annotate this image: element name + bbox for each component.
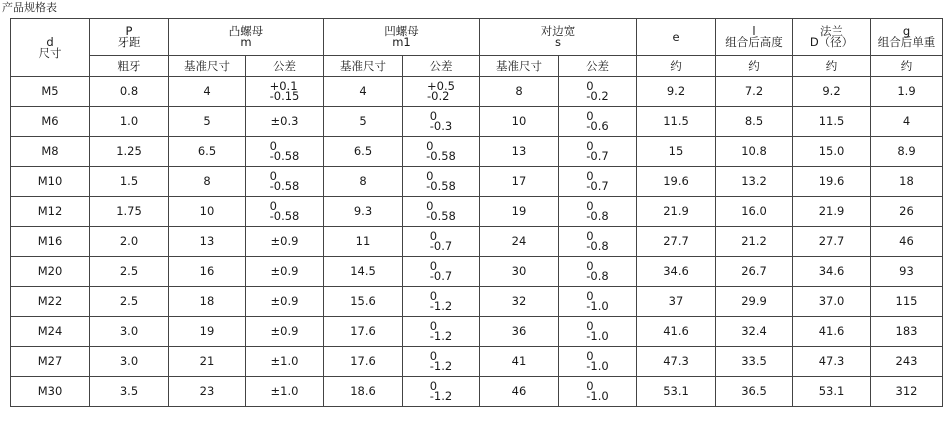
cell-m1: 18.6 [324, 377, 403, 407]
cell-g: 312 [871, 377, 943, 407]
cell-g: 46 [871, 227, 943, 257]
table-row [11, 227, 943, 257]
subheader-m1-base: 基准尺寸 [324, 56, 403, 77]
header-e-symbol: e [672, 29, 680, 44]
cell-m1-tol-stack [430, 381, 452, 401]
page-title: 产品规格表 [2, 1, 57, 14]
cell-d: M22 [11, 287, 90, 317]
cell-m: 4 [169, 77, 246, 107]
cell-s-tol-lower: -1.0 [586, 329, 609, 343]
cell-g: 26 [871, 197, 943, 227]
header-g [871, 19, 943, 56]
header-m-label: 凸螺母 [228, 24, 264, 38]
header-m1-symbol: m1 [392, 35, 411, 49]
cell-m-tol-stack [270, 201, 300, 221]
cell-p: 1.0 [90, 107, 169, 137]
cell-m: 10 [169, 197, 246, 227]
cell-m-tol: ±0.9 [246, 257, 324, 287]
cell-m-tol-upper: +0.1 [269, 79, 298, 93]
cell-flange: 27.7 [793, 227, 871, 257]
cell-l: 8.5 [716, 107, 793, 137]
cell-m1-tol-lower: -1.2 [429, 359, 453, 373]
table-row [11, 167, 943, 197]
cell-m1-tol [403, 317, 480, 347]
table-row [11, 347, 943, 377]
cell-e: 37 [637, 287, 716, 317]
cell-m: 5 [169, 107, 246, 137]
cell-m1-tol-lower: -0.58 [426, 209, 456, 223]
cell-s: 8 [480, 77, 559, 107]
cell-m: 13 [169, 227, 246, 257]
header-d-symbol: d [46, 34, 54, 49]
cell-g: 8.9 [871, 137, 943, 167]
cell-l: 10.8 [716, 137, 793, 167]
cell-m1-tol [403, 227, 480, 257]
subheader-g: 约 [871, 56, 943, 77]
header-g-label: 组合后单重 [877, 35, 936, 49]
cell-d: M12 [11, 197, 90, 227]
cell-m1-tol-upper: 0 [426, 199, 434, 213]
cell-flange: 11.5 [793, 107, 871, 137]
cell-s-tol-upper: 0 [586, 379, 594, 393]
cell-m1-tol-upper: 0 [429, 319, 438, 333]
cell-m-tol-upper: 0 [269, 199, 277, 213]
cell-s-tol-upper: 0 [586, 259, 594, 273]
header-d-label: 尺寸 [38, 45, 62, 60]
cell-p: 3.5 [90, 377, 169, 407]
cell-s-tol-lower: -0.8 [586, 269, 609, 283]
cell-m-tol-lower: -0.15 [269, 89, 300, 103]
cell-m1-tol-lower: -0.58 [426, 179, 456, 193]
subheader-m-base: 基准尺寸 [169, 56, 246, 77]
cell-s: 36 [480, 317, 559, 347]
cell-d: M8 [11, 137, 90, 167]
cell-g: 183 [871, 317, 943, 347]
cell-s-tol-lower: -0.7 [586, 179, 609, 193]
cell-s-tol-upper: 0 [586, 229, 594, 243]
cell-s-tol-upper: 0 [586, 169, 594, 183]
cell-m-tol: ±0.9 [246, 227, 324, 257]
cell-p: 0.8 [90, 77, 169, 107]
table-row [11, 137, 943, 167]
header-g-symbol: g [902, 24, 911, 38]
cell-d: M6 [11, 107, 90, 137]
table-row [11, 107, 943, 137]
cell-s: 10 [480, 107, 559, 137]
cell-s-tol-lower: -0.8 [586, 209, 609, 223]
cell-m-tol: ±0.9 [246, 287, 324, 317]
cell-flange: 15.0 [793, 137, 871, 167]
cell-s-tol [559, 377, 637, 407]
cell-d: M10 [11, 167, 90, 197]
cell-e: 41.6 [637, 317, 716, 347]
cell-e: 15 [637, 137, 716, 167]
cell-m1-tol-upper: 0 [429, 379, 438, 393]
cell-s: 30 [480, 257, 559, 287]
cell-s-tol-lower: -1.0 [586, 299, 609, 313]
cell-g: 1.9 [871, 77, 943, 107]
cell-s-tol-stack [586, 141, 608, 161]
cell-m1-tol [403, 137, 480, 167]
cell-m1-tol [403, 377, 480, 407]
cell-m1-tol-upper: 0 [429, 289, 438, 303]
subheader-m-tol: 公差 [246, 56, 324, 77]
cell-l: 13.2 [716, 167, 793, 197]
cell-s-tol-upper: 0 [586, 109, 594, 123]
cell-m-tol-lower: -0.58 [269, 209, 300, 223]
cell-s-tol-stack [586, 381, 608, 401]
cell-d: M5 [11, 77, 90, 107]
cell-m1: 17.6 [324, 347, 403, 377]
cell-m1-tol-stack [426, 201, 456, 221]
cell-d: M24 [11, 317, 90, 347]
header-m [169, 19, 324, 56]
cell-flange: 37.0 [793, 287, 871, 317]
cell-d: M20 [11, 257, 90, 287]
cell-m1-tol-stack [430, 261, 452, 281]
header-l [716, 19, 793, 56]
cell-m-tol-upper: 0 [269, 139, 277, 153]
cell-m1-tol [403, 287, 480, 317]
cell-m1-tol-stack [426, 171, 456, 191]
cell-s-tol-lower: -0.7 [586, 149, 609, 163]
cell-s-tol [559, 167, 637, 197]
cell-m-tol [246, 167, 324, 197]
cell-g: 243 [871, 347, 943, 377]
cell-m1: 17.6 [324, 317, 403, 347]
cell-p: 3.0 [90, 347, 169, 377]
cell-s-tol [559, 197, 637, 227]
cell-g: 4 [871, 107, 943, 137]
cell-s-tol-lower: -1.0 [586, 359, 609, 373]
cell-m1-tol-upper: 0 [429, 109, 438, 123]
cell-e: 47.3 [637, 347, 716, 377]
spec-table [10, 18, 943, 407]
header-s-label: 对边宽 [540, 24, 576, 38]
cell-m1-tol [403, 167, 480, 197]
cell-g: 93 [871, 257, 943, 287]
cell-m1-tol-stack [430, 351, 452, 371]
header-p-label: 牙距 [117, 35, 141, 49]
cell-m-tol-upper: 0 [269, 169, 277, 183]
cell-m1-tol-lower: -0.7 [429, 269, 453, 283]
cell-m1-tol-upper: 0 [429, 259, 438, 273]
cell-s-tol-stack [586, 351, 608, 371]
cell-m1-tol-stack [430, 231, 452, 251]
cell-l: 16.0 [716, 197, 793, 227]
cell-s-tol-stack [586, 81, 608, 101]
cell-e: 53.1 [637, 377, 716, 407]
cell-m1: 5 [324, 107, 403, 137]
cell-p: 1.75 [90, 197, 169, 227]
cell-g: 115 [871, 287, 943, 317]
cell-flange: 53.1 [793, 377, 871, 407]
cell-flange: 47.3 [793, 347, 871, 377]
header-l-symbol: l [752, 24, 756, 38]
cell-l: 33.5 [716, 347, 793, 377]
cell-m-tol-stack [270, 81, 300, 101]
table-row [11, 317, 943, 347]
cell-m1-tol [403, 347, 480, 377]
header-d [11, 19, 90, 77]
cell-m-tol-stack [270, 171, 300, 191]
cell-m-tol [246, 77, 324, 107]
cell-s-tol-stack [586, 321, 608, 341]
cell-m1-tol-lower: -0.58 [426, 149, 456, 163]
cell-s-tol [559, 287, 637, 317]
subheader-s-base: 基准尺寸 [480, 56, 559, 77]
cell-s-tol-upper: 0 [586, 79, 594, 93]
cell-s: 32 [480, 287, 559, 317]
header-row [11, 19, 943, 56]
cell-s-tol-stack [586, 111, 608, 131]
cell-m1-tol-lower: -1.2 [429, 299, 453, 313]
table-row [11, 287, 943, 317]
cell-s-tol [559, 347, 637, 377]
cell-e: 34.6 [637, 257, 716, 287]
cell-s-tol-upper: 0 [586, 349, 594, 363]
cell-e: 11.5 [637, 107, 716, 137]
cell-p: 1.25 [90, 137, 169, 167]
cell-m1-tol [403, 197, 480, 227]
cell-p: 2.0 [90, 227, 169, 257]
cell-g: 18 [871, 167, 943, 197]
cell-s-tol [559, 137, 637, 167]
cell-m1-tol-stack [430, 111, 452, 131]
cell-m1: 6.5 [324, 137, 403, 167]
header-flange-label: 法兰 [820, 24, 843, 38]
cell-s: 46 [480, 377, 559, 407]
cell-s-tol [559, 317, 637, 347]
cell-m-tol: ±0.3 [246, 107, 324, 137]
cell-l: 32.4 [716, 317, 793, 347]
cell-s-tol [559, 257, 637, 287]
header-flange-symbol: D（径） [809, 35, 854, 49]
cell-m1-tol [403, 77, 480, 107]
cell-m1-tol [403, 257, 480, 287]
cell-s-tol [559, 77, 637, 107]
cell-m-tol-lower: -0.58 [269, 179, 300, 193]
cell-s-tol-upper: 0 [586, 319, 594, 333]
cell-m-tol [246, 137, 324, 167]
subheader-l: 约 [716, 56, 793, 77]
cell-m1-tol-upper: 0 [429, 349, 438, 363]
cell-d: M30 [11, 377, 90, 407]
cell-m: 8 [169, 167, 246, 197]
cell-m1-tol-stack [427, 81, 455, 101]
cell-l: 7.2 [716, 77, 793, 107]
cell-m1-tol-lower: -1.2 [429, 329, 453, 343]
cell-m1-tol-stack [430, 291, 452, 311]
cell-e: 27.7 [637, 227, 716, 257]
header-flange [793, 19, 871, 56]
cell-m: 23 [169, 377, 246, 407]
table-row [11, 197, 943, 227]
cell-l: 36.5 [716, 377, 793, 407]
table-row [11, 377, 943, 407]
cell-m1: 9.3 [324, 197, 403, 227]
cell-flange: 34.6 [793, 257, 871, 287]
cell-s-tol-stack [586, 171, 608, 191]
cell-l: 26.7 [716, 257, 793, 287]
header-s [480, 19, 637, 56]
header-l-label: 组合后高度 [725, 35, 783, 49]
cell-p: 3.0 [90, 317, 169, 347]
cell-m1: 14.5 [324, 257, 403, 287]
header-m1-label: 凹螺母 [384, 24, 419, 38]
cell-e: 21.9 [637, 197, 716, 227]
cell-m-tol-stack [270, 141, 300, 161]
header-e [637, 19, 716, 56]
subheader-s-tol: 公差 [559, 56, 637, 77]
cell-m1: 15.6 [324, 287, 403, 317]
cell-m: 21 [169, 347, 246, 377]
header-m1 [324, 19, 480, 56]
header-p [90, 19, 169, 56]
cell-m1-tol [403, 107, 480, 137]
cell-l: 29.9 [716, 287, 793, 317]
cell-s-tol-stack [586, 201, 608, 221]
cell-p: 1.5 [90, 167, 169, 197]
cell-s: 13 [480, 137, 559, 167]
cell-m1-tol-lower: -0.3 [429, 119, 453, 133]
cell-m1-tol-lower: -1.2 [429, 389, 453, 403]
cell-s-tol-stack [586, 291, 608, 311]
cell-s: 41 [480, 347, 559, 377]
cell-s-tol-lower: -1.0 [586, 389, 609, 403]
cell-m1-tol-upper: +0.5 [427, 79, 455, 93]
cell-e: 9.2 [637, 77, 716, 107]
cell-m1-tol-stack [426, 141, 456, 161]
subheader-flange: 约 [793, 56, 871, 77]
cell-s: 19 [480, 197, 559, 227]
cell-e: 19.6 [637, 167, 716, 197]
cell-m: 6.5 [169, 137, 246, 167]
cell-m1-tol-upper: 0 [426, 139, 434, 153]
cell-s-tol [559, 227, 637, 257]
cell-m-tol: ±0.9 [246, 317, 324, 347]
cell-s-tol-upper: 0 [586, 139, 594, 153]
cell-s-tol-stack [586, 261, 608, 281]
cell-flange: 9.2 [793, 77, 871, 107]
cell-m-tol [246, 197, 324, 227]
cell-s-tol-lower: -0.2 [586, 89, 609, 103]
cell-flange: 21.9 [793, 197, 871, 227]
cell-m1-tol-upper: 0 [426, 169, 434, 183]
cell-m-tol-lower: -0.58 [269, 149, 300, 163]
cell-m-tol: ±1.0 [246, 377, 324, 407]
subheader-e: 约 [637, 56, 716, 77]
cell-d: M27 [11, 347, 90, 377]
cell-m1-tol-lower: -0.7 [429, 239, 453, 253]
header-m-symbol: m [240, 35, 252, 49]
cell-s-tol [559, 107, 637, 137]
header-s-symbol: s [555, 35, 561, 49]
cell-m: 18 [169, 287, 246, 317]
subheader-p: 粗牙 [90, 56, 169, 77]
cell-d: M16 [11, 227, 90, 257]
cell-s: 17 [480, 167, 559, 197]
cell-s-tol-stack [586, 231, 608, 251]
cell-m: 16 [169, 257, 246, 287]
table-row [11, 257, 943, 287]
cell-m-tol: ±1.0 [246, 347, 324, 377]
cell-s-tol-upper: 0 [586, 289, 594, 303]
cell-s-tol-lower: -0.8 [586, 239, 609, 253]
cell-m1: 4 [324, 77, 403, 107]
cell-p: 2.5 [90, 287, 169, 317]
cell-s: 24 [480, 227, 559, 257]
cell-flange: 41.6 [793, 317, 871, 347]
cell-l: 21.2 [716, 227, 793, 257]
cell-m1: 11 [324, 227, 403, 257]
subheader-m1-tol: 公差 [403, 56, 480, 77]
cell-m1-tol-upper: 0 [429, 229, 438, 243]
cell-s-tol-lower: -0.6 [586, 119, 609, 133]
cell-m1: 8 [324, 167, 403, 197]
subheader-row [11, 56, 943, 77]
cell-m1-tol-lower: -0.2 [427, 89, 450, 103]
cell-m1-tol-stack [430, 321, 452, 341]
cell-m: 19 [169, 317, 246, 347]
table-row [11, 77, 943, 107]
header-p-symbol: P [125, 24, 133, 38]
cell-flange: 19.6 [793, 167, 871, 197]
cell-s-tol-upper: 0 [586, 199, 594, 213]
cell-p: 2.5 [90, 257, 169, 287]
